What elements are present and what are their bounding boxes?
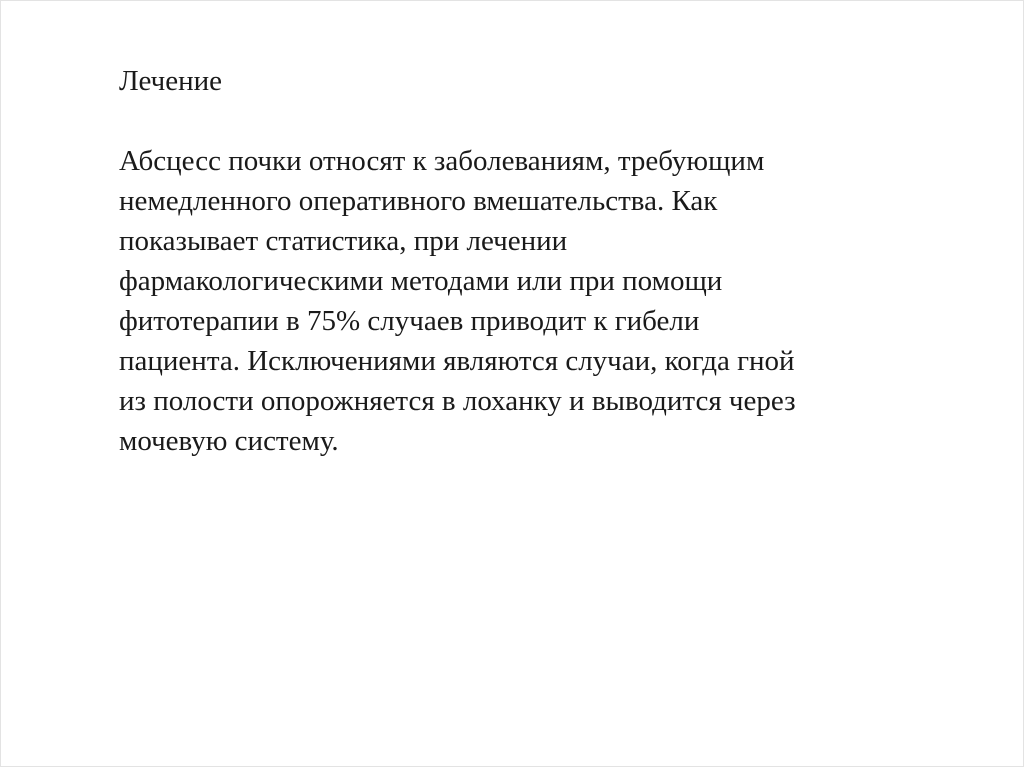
paragraph-line: немедленного оперативного вмешательства. Как <box>119 185 718 217</box>
paragraph-line: из полости опорожняется в лоханку и выводится через <box>119 385 796 417</box>
paragraph-line: пациента. Исключениями являются случаи, когда гной <box>119 345 795 377</box>
slide-paragraph <box>119 141 939 461</box>
blank-line <box>119 101 939 141</box>
slide-text-block <box>119 61 939 461</box>
paragraph-line: фитотерапии в 75% случаев приводит к гибели <box>119 305 700 337</box>
paragraph-line: фармакологическими методами или при помощи <box>119 265 723 297</box>
paragraph-line: мочевую систему. <box>119 425 339 457</box>
paragraph-line: показывает статистика, при лечении <box>119 225 568 257</box>
slide-heading: Лечение <box>119 65 222 97</box>
paragraph-line: Абсцесс почки относят к заболеваниям, требующим <box>119 145 765 177</box>
